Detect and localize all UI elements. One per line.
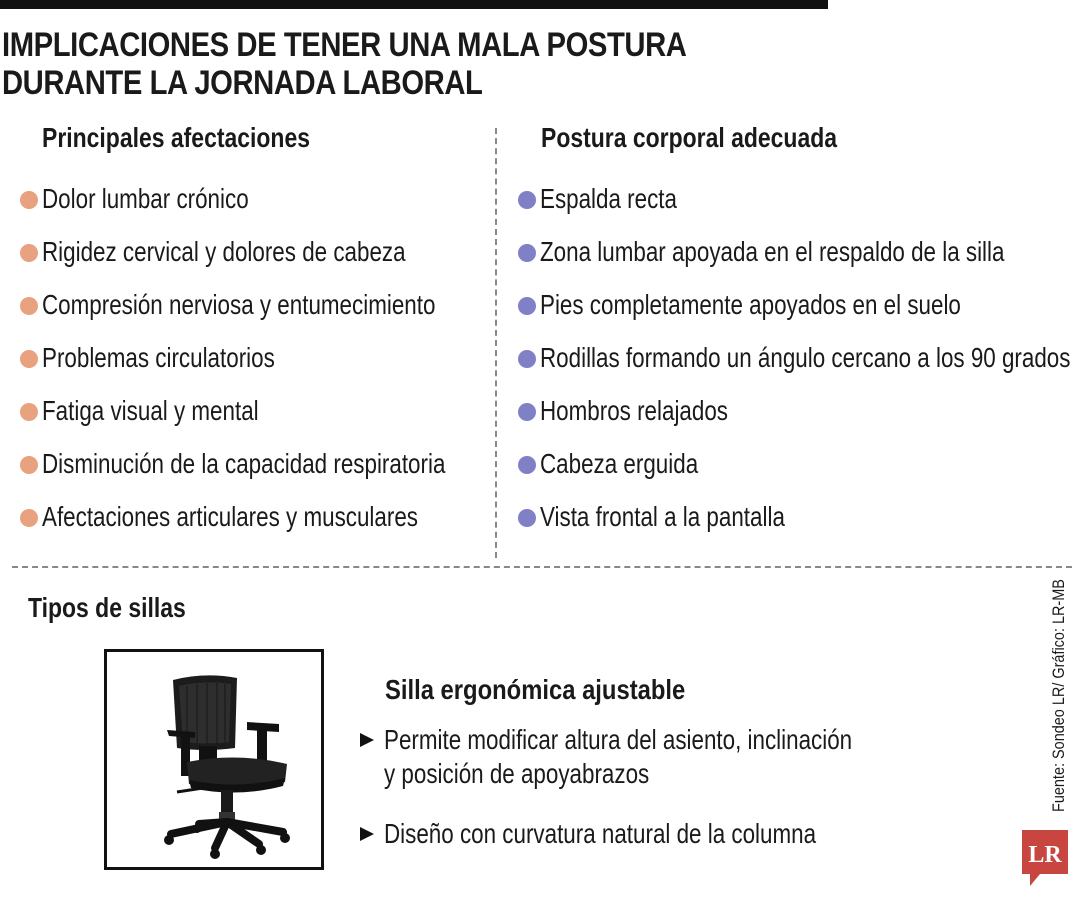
chair-image-frame <box>104 649 324 870</box>
bullet-dot-icon <box>518 403 536 421</box>
bullet-dot-icon <box>518 350 536 368</box>
section-divider <box>12 566 1072 568</box>
source-credit: Fuente: Sondeo LR/ Gráfico: LR-MB <box>1049 579 1068 812</box>
bullet-dot-icon <box>518 509 536 527</box>
bullet-dot-icon <box>20 244 38 262</box>
bullet-dot-icon <box>20 456 38 474</box>
bullet-dot-icon <box>20 509 38 527</box>
bullet-dot-icon <box>518 456 536 474</box>
bullet-dot-icon <box>20 403 38 421</box>
bullet-dot-icon <box>20 297 38 315</box>
chair-type-name: Silla ergonómica ajustable <box>385 674 686 705</box>
postura-heading: Postura corporal adecuada <box>541 122 838 153</box>
bullet-dot-icon <box>20 350 38 368</box>
bullet-dot-icon <box>518 191 536 209</box>
office-chair-icon <box>107 652 321 867</box>
logo-text: LR <box>1028 842 1062 868</box>
triangle-bullet-icon <box>360 827 374 841</box>
page-title <box>2 26 686 102</box>
bullet-dot-icon <box>20 191 38 209</box>
title-line-1: IMPLICACIONES DE TENER UNA MALA POSTURA <box>2 26 687 64</box>
top-rule <box>0 0 828 9</box>
triangle-bullet-icon <box>360 733 374 747</box>
bullet-dot-icon <box>518 297 536 315</box>
feature-text: Diseño con curvatura natural de la columna <box>384 818 817 849</box>
title-line-2: DURANTE LA JORNADA LABORAL <box>2 64 483 102</box>
lr-logo <box>1022 830 1068 888</box>
feature-text: Permite modificar altura del asiento, inclinación y posición de apoyabrazos <box>384 724 853 789</box>
sillas-heading: Tipos de sillas <box>28 592 186 623</box>
bullet-dot-icon <box>518 244 536 262</box>
afectaciones-heading: Principales afectaciones <box>42 122 310 153</box>
column-divider <box>495 128 497 558</box>
